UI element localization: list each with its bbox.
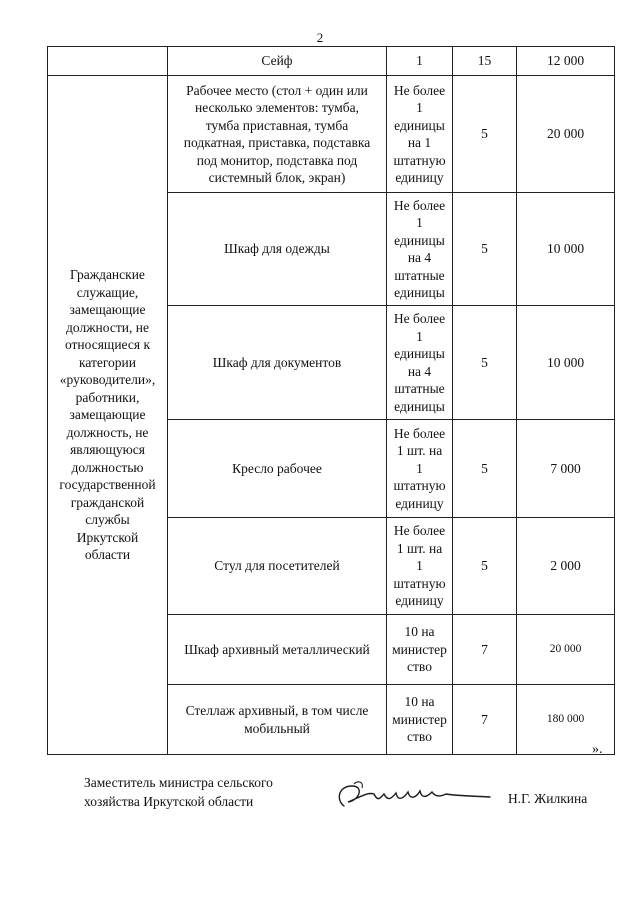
price-cell: 10 000 xyxy=(517,306,615,420)
cell-text-line: Не более xyxy=(393,311,446,326)
item-name-cell xyxy=(168,420,387,518)
cell-text-line: на 1 xyxy=(407,135,432,150)
cell-text-line: 1 xyxy=(416,100,423,115)
cell-text-line: 1 xyxy=(416,328,423,344)
page-number: 2 xyxy=(316,30,324,45)
quantity-cell xyxy=(387,615,453,685)
item-name-cell: Сейф xyxy=(168,47,387,76)
cell-text-line: Не более xyxy=(393,197,446,213)
cell-text-line: единицы xyxy=(394,232,445,248)
years-cell: 5 xyxy=(453,518,517,615)
price-cell: 20 000 xyxy=(517,76,615,193)
cell-text-line: Рабочее место (стол + один или xyxy=(186,82,368,98)
cell-text-line: категории xyxy=(78,354,137,370)
cell-text-line: ство xyxy=(407,729,432,745)
closing-quote: ». xyxy=(592,742,603,757)
cell-text-line: штатную xyxy=(393,575,446,591)
cell-text-line: мобильный xyxy=(244,720,310,736)
cell-text-line: министер xyxy=(392,641,447,657)
years-cell: 7 xyxy=(453,615,517,685)
cell-text-line: должность, не xyxy=(66,424,149,440)
cell-text-line: являющуюся xyxy=(70,442,145,458)
cell-text-line: подкатная, приставка, подставка xyxy=(183,135,371,150)
cell-text-line: Шкаф для одежды xyxy=(224,241,330,257)
cell-text-line: должности, не xyxy=(66,319,149,335)
cell-text-line: штатные xyxy=(394,381,445,396)
furniture-norms-table xyxy=(47,46,615,755)
years-cell: 5 xyxy=(453,420,517,518)
item-name-cell xyxy=(168,518,387,615)
quantity-cell xyxy=(387,518,453,615)
cell-text-line: служащие, xyxy=(76,284,139,300)
price-cell: 7 000 xyxy=(517,420,615,518)
cell-text-line: 10 на xyxy=(404,694,435,710)
table-row xyxy=(48,76,615,193)
cell-text-line: работники, xyxy=(75,389,140,405)
cell-text-line: Стул для посетителей xyxy=(214,558,340,574)
price-cell: 20 000 xyxy=(517,615,615,685)
cell-text-line: штатные xyxy=(394,267,445,283)
cell-text-line: должностью xyxy=(71,459,144,475)
cell-text-line: Шкаф архивный металлический xyxy=(184,641,370,657)
price-cell: 10 000 xyxy=(517,193,615,306)
quantity-cell: 1 xyxy=(387,47,453,76)
cell-text-line: Гражданские xyxy=(70,267,145,283)
signatory-position-line: хозяйства Иркутской области xyxy=(84,794,254,809)
cell-text-line: Иркутской xyxy=(76,529,139,545)
cell-text-line: 1 xyxy=(416,558,423,574)
price-cell: 2 000 xyxy=(517,518,615,615)
cell-text-line: единицы xyxy=(394,346,445,361)
years-cell: 5 xyxy=(453,306,517,420)
cell-text-line: министер xyxy=(392,711,447,727)
handwritten-signature xyxy=(334,778,494,814)
cell-text-line: замещающие xyxy=(69,407,146,423)
cell-text-line: на 4 xyxy=(407,250,432,265)
years-cell: 5 xyxy=(453,76,517,193)
cell-text-line: 1 xyxy=(416,460,423,476)
cell-text-line: Стеллаж архивный, в том числе xyxy=(185,703,369,718)
cell-text-line: государственной xyxy=(59,477,156,493)
price-cell: 180 000 xyxy=(517,685,615,755)
cell-text-line: Шкаф для документов xyxy=(212,354,342,370)
cell-text-line: 1 шт. на xyxy=(396,540,443,556)
item-name-cell xyxy=(168,615,387,685)
cell-text-line: единицы xyxy=(394,117,445,133)
employee-category-cell xyxy=(48,76,168,755)
cell-text-line: единицу xyxy=(395,593,444,609)
cell-text-line: штатную xyxy=(393,478,446,494)
cell-text-line: Не более xyxy=(393,82,446,98)
cell-text-line: относящиеся к xyxy=(64,337,151,353)
quantity-cell xyxy=(387,193,453,306)
item-name-cell xyxy=(168,76,387,193)
cell-text-line: ство xyxy=(407,659,432,675)
cell-text-line: «руководители», xyxy=(59,372,156,388)
item-name-cell xyxy=(168,685,387,755)
cell-text-line: замещающие xyxy=(69,302,146,318)
cell-text-line: гражданской xyxy=(70,494,145,510)
quantity-cell xyxy=(387,685,453,755)
cell-text-line: на 4 xyxy=(407,363,432,379)
signatory-position xyxy=(84,773,324,811)
cell-text-line: службы xyxy=(85,512,130,528)
years-cell: 7 xyxy=(453,685,517,755)
cell-text-line: Не более xyxy=(393,523,446,539)
cell-text-line: под монитор, подставка под xyxy=(196,152,358,168)
quantity-cell xyxy=(387,76,453,193)
years-cell: 15 xyxy=(453,47,517,76)
cell-text-line: несколько элементов: тумба, xyxy=(195,100,359,115)
cell-text-line: области xyxy=(84,547,131,563)
quantity-cell xyxy=(387,306,453,420)
cell-text-line: Не более xyxy=(393,425,446,441)
cell-text-line: единицы xyxy=(394,285,445,300)
signatory-position-line: Заместитель министра сельского xyxy=(84,775,273,790)
cell-text-line: Кресло рабочее xyxy=(232,460,322,476)
item-name-cell xyxy=(168,306,387,420)
cell-text-line: тумба приставная, тумба xyxy=(205,117,349,133)
cell-text-line: 1 шт. на xyxy=(396,443,443,459)
item-name-cell xyxy=(168,193,387,306)
quantity-cell xyxy=(387,420,453,518)
cell-text-line: системный блок, экран) xyxy=(208,170,346,185)
empty-category-cell xyxy=(48,47,168,76)
years-cell: 5 xyxy=(453,193,517,306)
price-cell: 12 000 xyxy=(517,47,615,76)
cell-text-line: единицы xyxy=(394,398,445,414)
table-row-safe xyxy=(48,47,615,76)
cell-text-line: единицу xyxy=(395,495,444,511)
signatory-name: Н.Г. Жилкина xyxy=(508,791,588,806)
cell-text-line: единицу xyxy=(395,170,444,185)
cell-text-line: 10 на xyxy=(404,624,435,640)
cell-text-line: 1 xyxy=(416,215,423,230)
cell-text-line: штатную xyxy=(393,152,446,168)
